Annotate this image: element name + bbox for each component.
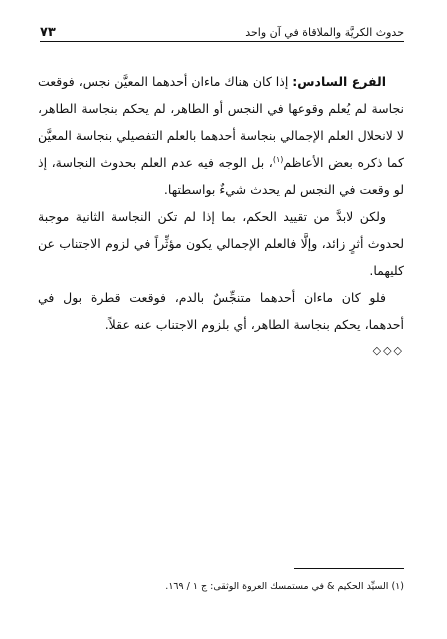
running-title: حدوث الكريَّة والملاقاة في آن واحد (245, 26, 404, 39)
paragraph-1-text: إذا كان هناك ماءان أحدهما المعيَّن نجس، فوقعت نجاسة لم يُعلم وقوعها في النجس أو الطاهر، لم يحكم بنجاسة الطاهر، لا لانحلال العلم الإجمالي بنجاسة أحدهما بالعلم التفصيلي بنجاسة المعيَّن كما ذكره بعض الأعاظم (38, 74, 404, 170)
page-number: ٧٣ (40, 25, 56, 40)
header-rule (40, 41, 404, 42)
running-header (40, 22, 404, 40)
footnote: (١) السيِّد الحكيم & في مستمسك العروة الوثقى: ج ١ / ١٦٩. (165, 581, 404, 592)
paragraph-1 (38, 68, 404, 203)
body-text (38, 68, 404, 358)
section-separator: ◇◇◇ (372, 344, 404, 357)
paragraph-3: فلو كان ماءان أحدهما متنجِّسٌ بالدم، فوقعت قطرة بول في أحدهما، يحكم بنجاسة الطاهر، أي بلزوم الاجتناب عنه عقلاً. (38, 290, 404, 332)
footnote-rule (294, 568, 404, 569)
section-label: الفرع السادس: (292, 74, 386, 89)
paragraph-1-continuation: ، بل الوجه فيه عدم العلم بحدوث النجاسة، إذ لو وقعت في النجس لم يحدث شيءٌ بواسطتها. (38, 155, 404, 197)
paragraph-2: ولكن لابدَّ من تقييد الحكم، بما إذا لم تكن النجاسة الثانية موجبة لحدوث أثرٍ زائد، وإلَّا فالعلم الإجمالي يكون مؤثِّراً في لزوم الاجتناب عن كليهما. (38, 209, 404, 278)
footnote-reference[interactable]: (١) (272, 154, 284, 164)
